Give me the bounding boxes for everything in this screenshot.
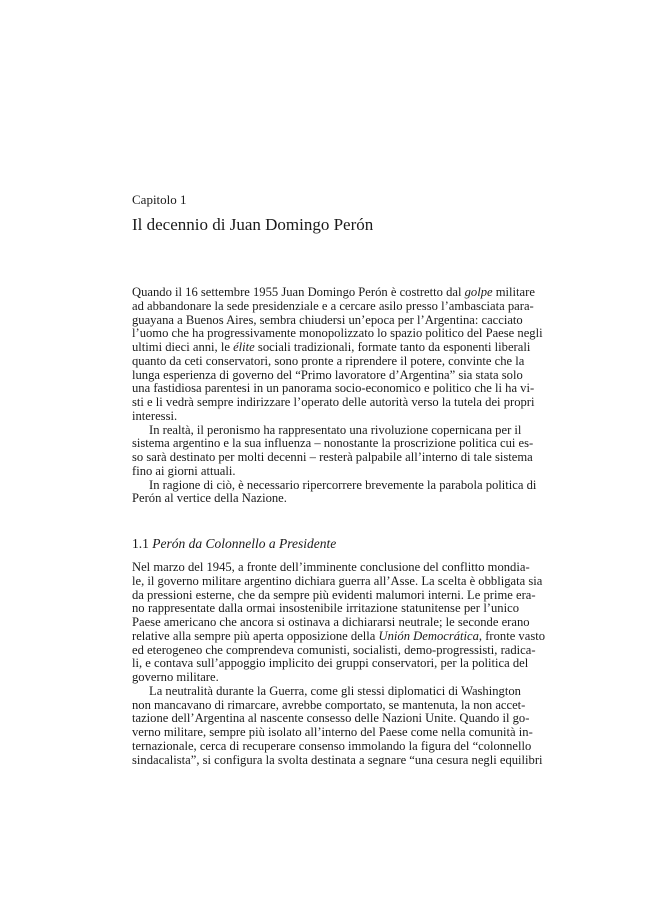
text-segment: non mancavano di rimarcare, avrebbe comportato, se mantenuta, la non accet- xyxy=(132,697,526,712)
italic-text: golpe xyxy=(464,285,493,299)
text-segment: In realtà, il peronismo ha rappresentato una rivoluzione copernicana per il xyxy=(149,422,522,437)
text-line xyxy=(132,353,525,369)
text-line xyxy=(132,450,533,465)
text-line xyxy=(132,285,535,300)
intro-text xyxy=(132,285,543,506)
text-segment: l’uomo che ha progressivamente monopolizzato lo spazio politico del Paese negli xyxy=(132,326,543,341)
text-segment: so sarà destinato per molti decenni – resterà palpabile all’interno di tale sistema xyxy=(132,450,533,464)
text-segment: relative alla sempre più aperta opposizione della xyxy=(132,628,379,643)
text-segment: ed eterogeneo che comprendeva comunisti, socialisti, demo-progressisti, radica- xyxy=(132,642,536,657)
italic-text: Unión Democrática xyxy=(378,628,479,643)
section-heading xyxy=(132,536,519,552)
text-segment: Perón al vertice della Nazione. xyxy=(132,491,287,506)
text-segment: militare xyxy=(492,285,535,299)
text-line xyxy=(132,410,519,424)
text-line xyxy=(132,725,533,740)
text-segment: Nel marzo del 1945, a fronte dell’imminente conclusione del conflitto mondia- xyxy=(132,560,530,574)
text-line xyxy=(132,477,537,493)
text-line xyxy=(132,560,530,575)
text-line xyxy=(132,738,532,754)
chapter-label: Capitolo 1 xyxy=(132,192,187,207)
chapter-title: Il decennio di Juan Domingo Perón xyxy=(132,215,374,234)
text-line xyxy=(132,711,530,726)
text-line xyxy=(132,395,535,410)
text-segment: guayana a Buenos Aires, sembra chiudersi un’epoca per l’Argentina: cacciato xyxy=(132,312,523,327)
text-line xyxy=(132,752,543,768)
text-segment: Quando il 16 settembre 1955 Juan Domingo Perón è costretto dal xyxy=(132,285,465,299)
text-segment: La neutralità durante la Guerra, come gli stessi diplomatici di Washington xyxy=(149,683,521,698)
text-segment: le, il governo militare argentino dichiara guerra all’Asse. La scelta è obbligata sia xyxy=(132,573,543,588)
section-number: 1.1 xyxy=(132,536,149,551)
text-line xyxy=(132,656,529,671)
text-segment: sti e li vedrà sempre indirizzare l’operato delle autorità verso la tutela dei propri xyxy=(132,395,535,409)
text-line xyxy=(132,436,534,451)
text-line xyxy=(132,685,519,699)
text-line xyxy=(132,492,519,506)
text-segment: verno militare, sempre più isolato all’interno del Paese come nella comunità in- xyxy=(132,725,533,739)
text-line xyxy=(132,465,519,479)
text-segment: tazione dell’Argentina al nascente consesso delle Nazioni Unite. Quando il go- xyxy=(132,711,530,726)
text-segment: In ragione di ciò, è necessario ripercorrere brevemente la parabola politica di xyxy=(149,477,537,492)
text-segment: ternazionale, cerca di recuperare consenso immolando la figura del “colonnello xyxy=(132,738,532,753)
text-segment: sociali tradizionali, formate tanto da esponenti liberali xyxy=(254,340,531,354)
text-line xyxy=(132,340,531,355)
text-line xyxy=(132,312,523,328)
section-title: Perón da Colonnello a Presidente xyxy=(152,536,337,551)
text-segment: quanto da ceti conservatori, sono pronte a riprendere il potere, convinte che la xyxy=(132,353,525,368)
text-line xyxy=(132,615,530,630)
text-segment: Paese americano che ancora si ostinava a dichiararsi neutrale; le seconde erano xyxy=(132,615,530,629)
text-segment: ad abbandonare la sede presidenziale e a cercare asilo presso l’ambasciata para- xyxy=(132,298,534,313)
text-segment: interessi. xyxy=(132,408,178,423)
text-segment: lunga esperienza di governo del “Primo lavoratore d’Argentina” sia stata solo xyxy=(132,367,523,382)
text-line xyxy=(132,697,526,713)
text-segment: li, e contava sull’appoggio implicito dei gruppi conservatori, per la politica del xyxy=(132,656,529,671)
text-line xyxy=(132,642,536,658)
text-line xyxy=(132,602,519,616)
text-line xyxy=(132,573,543,589)
text-line xyxy=(132,381,535,396)
text-line xyxy=(132,422,522,438)
text-line xyxy=(132,587,536,603)
text-segment: da pressioni esterne, che da sempre più evidenti malumori interni. Le prime era- xyxy=(132,587,536,602)
text-line xyxy=(132,326,543,341)
text-line xyxy=(132,628,546,644)
text-segment: fino ai giorni attuali. xyxy=(132,463,236,478)
text-segment: sindacalista”, si configura la svolta destinata a segnare “una cesura negli equilibri xyxy=(132,752,543,767)
text-segment: una fastidiosa parentesi in un panorama socio-economico e politico che li ha vi- xyxy=(132,381,535,396)
text-segment: ultimi dieci anni, le xyxy=(132,340,234,354)
text-segment: sistema argentino e la sua influenza – nonostante la proscrizione politica cui es- xyxy=(132,436,534,451)
italic-text: élite xyxy=(233,340,255,354)
section-text xyxy=(132,560,546,767)
text-segment: governo militare. xyxy=(132,670,219,684)
text-line xyxy=(132,367,523,383)
text-segment: no rappresentate dalla ormai insostenibile irritazione statunitense per l’unico xyxy=(132,601,519,616)
text-line xyxy=(132,298,534,314)
text-segment: , fronte vasto xyxy=(478,628,546,643)
text-line xyxy=(132,671,519,685)
